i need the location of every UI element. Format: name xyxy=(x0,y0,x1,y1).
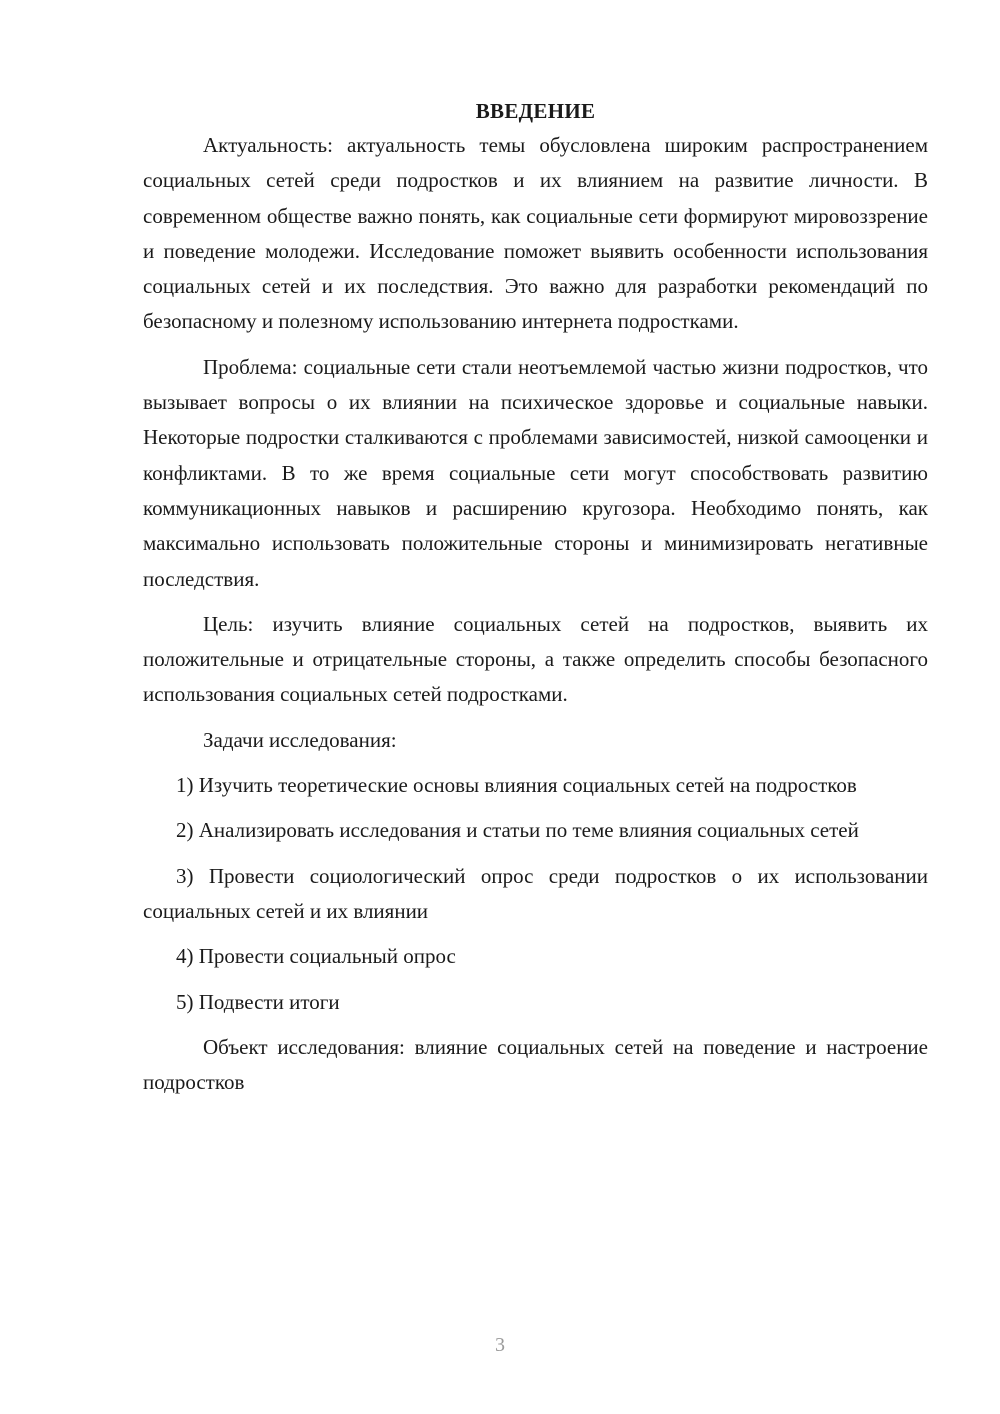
task-item-1: 1) Изучить теоретические основы влияния социальных сетей на подростков xyxy=(176,773,857,798)
task-item-4: 4) Провести социальный опрос xyxy=(176,944,456,969)
problem-paragraph: Проблема: социальные сети стали неотъемлемой частью жизни подростков, что вызывает вопросы о их влиянии на психическое здоровье и социальные навыки. Некоторые подростки сталкиваются с проблемами зависимостей, низкой самооценки и конфликтами. В то же время социальные сети могут способствовать развитию коммуникационных навыков и расширению кругозора. Необходимо понять, как максимально использовать положительные стороны и минимизировать негативные последствия. xyxy=(143,354,928,591)
page-number: 3 xyxy=(495,1334,505,1356)
document-page xyxy=(143,94,928,1100)
goal-paragraph: Цель: изучить влияние социальных сетей на подростков, выявить их положительные и отрицательные стороны, а также определить способы безопасного использования социальных сетей подростками. xyxy=(143,611,928,707)
task-item-3: 3) Провести социологический опрос среди подростков о их использовании социальных сетей и их влиянии xyxy=(143,863,928,923)
task-item-5: 5) Подвести итоги xyxy=(176,989,340,1014)
tasks-heading: Задачи исследования: xyxy=(203,727,397,752)
page-title: ВВЕДЕНИЕ xyxy=(475,99,596,123)
relevance-paragraph: Актуальность: актуальность темы обусловлена широким распространением социальных сетей среди подростков и их влиянием на развитие личности. В современном обществе важно понять, как социальные сети формируют мировоззрение и поведение молодежи. Исследование поможет выявить особенности использования социальных сетей и их последствия. Это важно для разработки рекомендаций по безопасному и полезному использованию интернета подростками. xyxy=(143,133,928,334)
object-paragraph: Объект исследования: влияние социальных сетей на поведение и настроение подростков xyxy=(143,1034,928,1095)
task-item-2: 2) Анализировать исследования и статьи по теме влияния социальных сетей xyxy=(176,818,859,843)
